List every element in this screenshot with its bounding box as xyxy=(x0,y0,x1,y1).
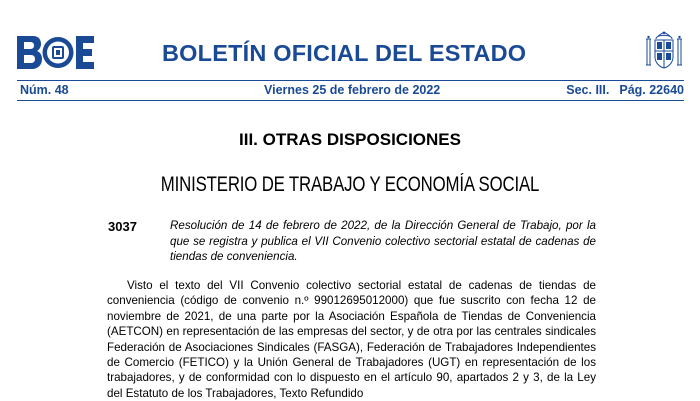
page-number: Pág. 22640 xyxy=(619,83,684,97)
section-label: Sec. III. xyxy=(566,83,610,97)
resolution-summary: Resolución de 14 de febrero de 2022, de la Dirección General de Trabajo, por la que se registra y publica el VII Convenio colectivo sectorial estatal de cadenas de tiendas de conveniencia. xyxy=(170,219,596,263)
coat-of-arms-icon xyxy=(644,31,684,73)
resolution-number: 3037 xyxy=(108,219,137,234)
boe-logo-icon xyxy=(17,36,94,69)
header-divider-top xyxy=(17,80,684,81)
ministry-name: MINISTERIO DE TRABAJO Y ECONOMÍA SOCIAL xyxy=(160,173,540,196)
header-divider-bottom xyxy=(17,100,684,101)
gazette-title: BOLETÍN OFICIAL DEL ESTADO xyxy=(162,40,527,66)
body-text xyxy=(107,278,596,401)
section-title: III. OTRAS DISPOSICIONES xyxy=(239,130,461,149)
body-paragraph: Visto el texto del VII Convenio colectivo sectorial estatal de cadenas de tiendas de conveniencia (código de convenio n.º 99012695012000) que fue suscrito con fecha 12 de noviembre de 2021, de una parte por la Asociación Española de Tiendas de Conveniencia (AETCON) en representación de las empresas del sector, y de otra por las centrales sindicales Federación de Asociaciones Sindicales (FASGA), Federación de Trabajadores Independientes de Comercio (FETICO) y la Unión General de Trabajadores (UGT) en representación de los trabajadores, y de conformidad con lo dispuesto en el artículo 90, apartados 2 y 3, de la Ley del Estatuto de los Trabajadores, Texto Refundido xyxy=(107,279,596,400)
issue-number: Núm. 48 xyxy=(20,83,69,97)
issue-date: Viernes 25 de febrero de 2022 xyxy=(264,83,441,97)
section-page-info xyxy=(566,83,684,97)
